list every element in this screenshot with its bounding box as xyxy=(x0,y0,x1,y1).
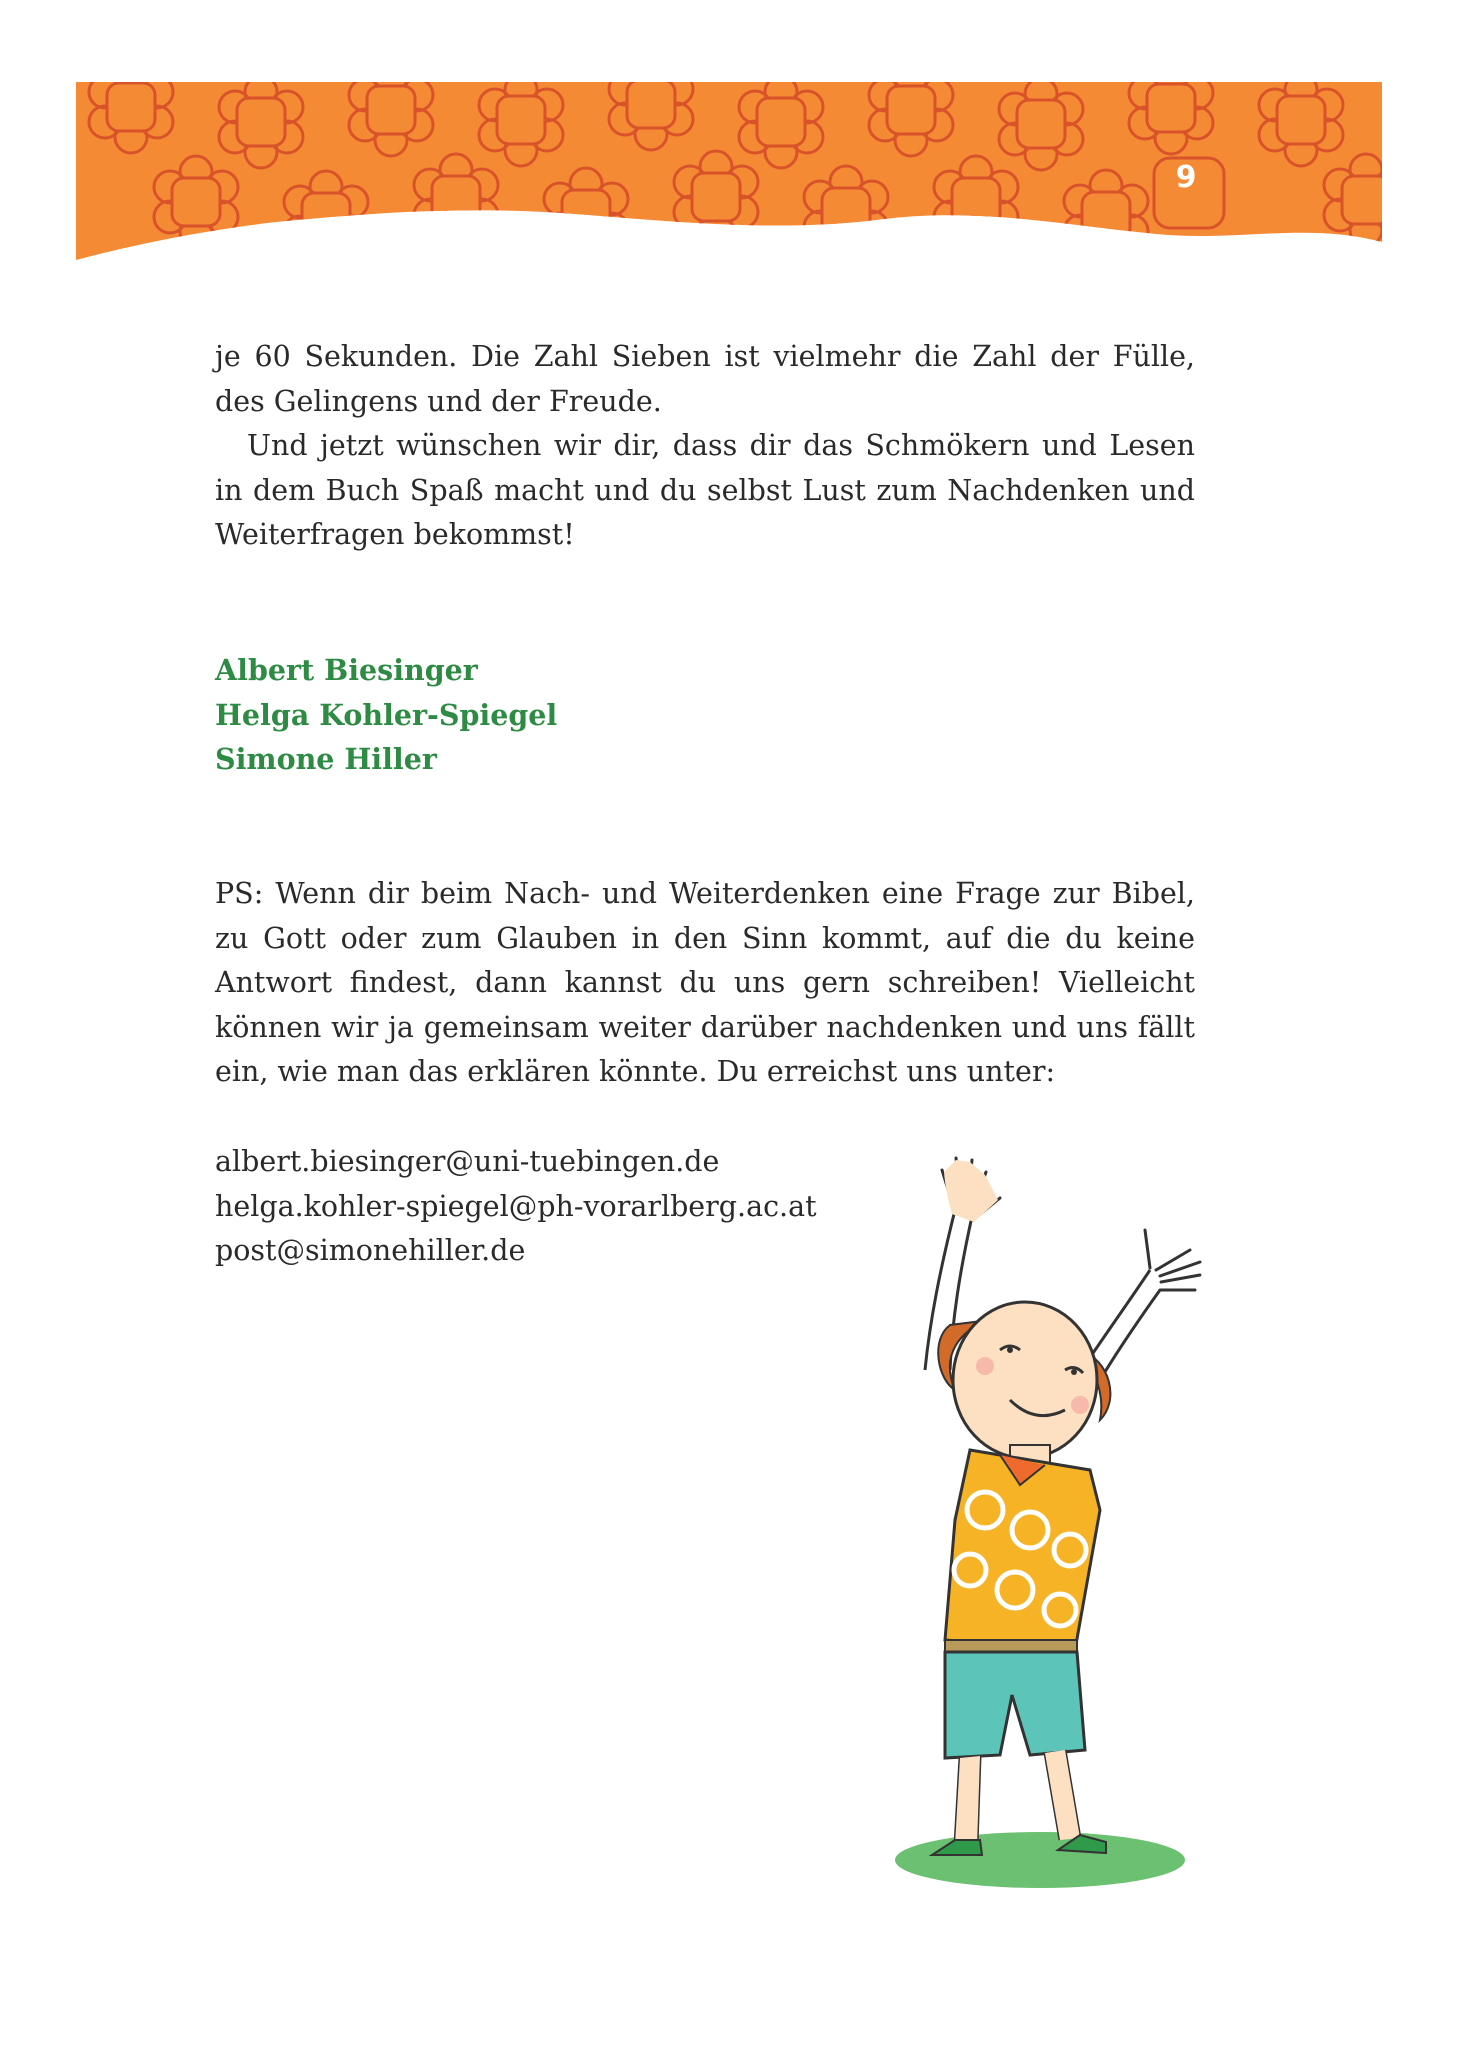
ps-text xyxy=(215,872,1195,1095)
author-name: Albert Biesinger xyxy=(215,653,478,687)
intro-paragraph: Und jetzt wünschen wir dir, dass dir das Schmökern und Lesen in dem Buch Spaß macht und du selbst Lust zum Nachdenken und Weiterfragen bekommst! xyxy=(215,429,1195,551)
contact-email: helga.kohler-spiegel@ph-vorarlberg.ac.at xyxy=(215,1189,817,1223)
ps-paragraph: PS: Wenn dir beim Nach- und Weiterdenken eine Frage zur Bibel, zu Gott oder zum Glauben in den Sinn kommt, auf die du keine Antwort findest, dann kannst du uns gern schreiben! Vielleicht können wir ja gemeinsam weiter darüber nachdenken und uns fällt ein, wie man das erklären könnte. Du erreichst uns unter: xyxy=(215,877,1195,1088)
author-name: Helga Kohler-Spiegel xyxy=(215,697,558,732)
intro-text xyxy=(215,335,1195,558)
contact-email: albert.biesinger@uni-tuebingen.de xyxy=(215,1145,720,1178)
contact-email: post@simonehiller.de xyxy=(215,1234,526,1267)
contact-list xyxy=(215,1140,817,1274)
child-illustration xyxy=(860,1150,1220,1890)
intro-paragraph: je 60 Sekunden. Die Zahl Sieben ist vielmehr die Zahl der Fülle, des Gelingens und der Freude. xyxy=(215,340,1195,418)
author-list xyxy=(215,648,557,782)
page-number: 9 xyxy=(1175,160,1197,195)
author-name: Simone Hiller xyxy=(215,742,437,776)
